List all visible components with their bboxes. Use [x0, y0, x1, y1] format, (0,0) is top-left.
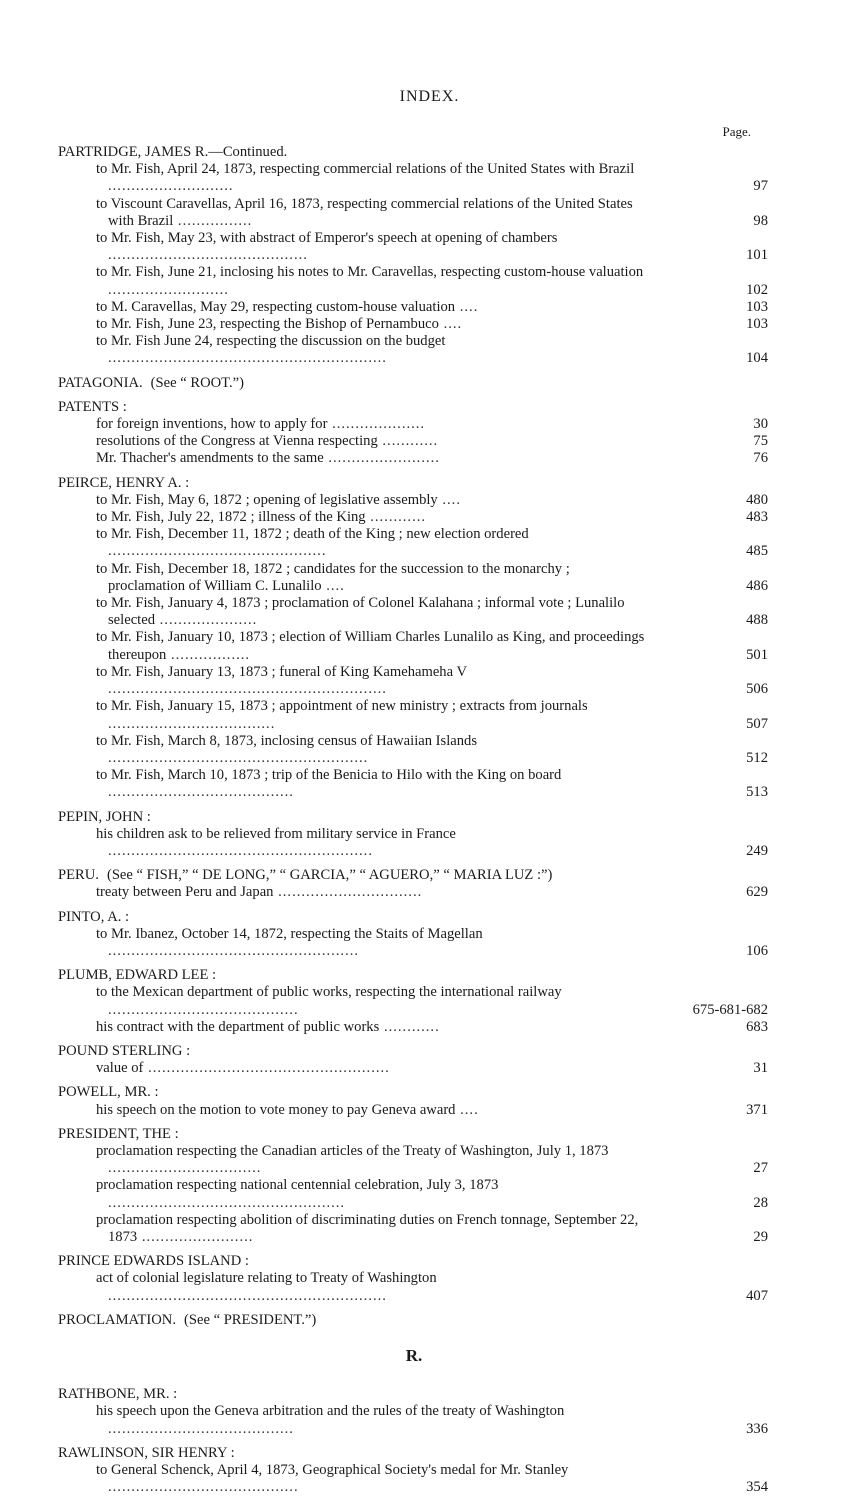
- leader-dots: ...........................: [108, 178, 234, 195]
- index-subentry: [58, 526, 770, 560]
- index-subentry: [58, 664, 770, 698]
- page-number: 371: [746, 1101, 768, 1118]
- index-subentry: [58, 1019, 770, 1036]
- entry-heading: [58, 867, 770, 884]
- subentry-text: [58, 264, 648, 298]
- subentry-text-content: to Mr. Fish, January 15, 1873 ; appointment of new ministry ; extracts from journals: [96, 698, 588, 715]
- subentry-text-content: Mr. Thacher's amendments to the same: [96, 450, 324, 467]
- entry-heading: [58, 399, 770, 416]
- subentry-text: [58, 1403, 648, 1437]
- index-entry: [58, 375, 770, 392]
- leader-dots: ............................................................: [108, 350, 387, 367]
- subentry-text-content: act of colonial legislature relating to Treaty of Washington: [96, 1270, 437, 1287]
- subentry-text: [58, 1019, 648, 1036]
- subentry-text-content: to Mr. Fish, January 10, 1873 ; election of William Charles Lunalilo as King, and proceedings thereupon: [96, 629, 645, 663]
- index-section-p: [58, 144, 770, 1329]
- subentry-text: [58, 450, 648, 467]
- entry-heading-text: PINTO, A. :: [58, 908, 130, 925]
- subentry-text-content: to Mr. Fish, June 21, inclosing his notes to Mr. Caravellas, respecting custom-house valuation: [96, 264, 644, 281]
- index-subentry: [58, 767, 770, 801]
- index-subentry: [58, 1270, 770, 1304]
- index-entry: [58, 1043, 770, 1077]
- subentry-text: [58, 984, 648, 1018]
- entry-heading: [58, 375, 770, 392]
- subentry-text-content: to Mr. Fish, March 10, 1873 ; trip of the Benicia to Hilo with the King on board: [96, 767, 562, 784]
- subentry-text-content: for foreign inventions, how to apply for: [96, 416, 328, 433]
- leader-dots: ...........................................: [108, 247, 308, 264]
- subentry-text: [58, 629, 648, 663]
- subentry-text-content: to Mr. Fish, December 11, 1872 ; death of the King ; new election ordered: [96, 526, 529, 543]
- index-entry: [58, 1253, 770, 1305]
- page-number: 28: [753, 1194, 768, 1211]
- leader-dots: .........................................................: [108, 842, 373, 859]
- entry-heading: [58, 1312, 770, 1329]
- page-number: 31: [753, 1060, 768, 1077]
- subentry-text-content: to Mr. Fish, January 4, 1873 ; proclamation of Colonel Kalahana ; informal vote ; Lunalilo selected: [96, 595, 625, 629]
- entry-heading: [58, 1445, 770, 1462]
- leader-dots: .................................: [108, 1160, 262, 1177]
- subentry-text-content: his contract with the department of public works: [96, 1018, 380, 1035]
- leader-dots: ....: [321, 577, 345, 594]
- index-subentry: [58, 1143, 770, 1177]
- leader-dots: ....................................................: [143, 1060, 390, 1077]
- leader-dots: ......................................................: [108, 942, 360, 959]
- subentry-text: [58, 316, 648, 333]
- index-subentry: [58, 492, 770, 509]
- entry-heading: [58, 967, 770, 984]
- leader-dots: ....: [437, 491, 461, 508]
- index-subentry: [58, 1177, 770, 1211]
- index-subentry: [58, 733, 770, 767]
- page-number: 485: [746, 543, 768, 560]
- subentry-text: [58, 433, 648, 450]
- page-number: 486: [746, 577, 768, 594]
- subentry-text: [58, 509, 648, 526]
- subentry-text-content: resolutions of the Congress at Vienna respecting: [96, 433, 378, 450]
- page-title: INDEX.: [399, 88, 460, 105]
- index-entry: [58, 1084, 770, 1118]
- index-entry: [58, 475, 770, 802]
- entry-heading-text: PEIRCE, HENRY A. :: [58, 474, 190, 491]
- subentry-text: [58, 1462, 648, 1496]
- page-column-heading: Page.: [722, 124, 751, 139]
- page-number: 97: [753, 178, 768, 195]
- subentry-text-content: proclamation respecting the Canadian articles of the Treaty of Washington, July 1, 1873: [96, 1142, 609, 1159]
- subentry-text-content: to Mr. Fish, December 18, 1872 ; candidates for the succession to the monarchy ; proclamation of William C. Lunalilo: [96, 560, 570, 594]
- index-list: [58, 144, 770, 1503]
- entry-heading: [58, 1386, 770, 1403]
- index-subentry: [58, 884, 770, 901]
- page-number: 336: [746, 1420, 768, 1437]
- index-subentry: [58, 1403, 770, 1437]
- entry-heading-text: POUND STERLING :: [58, 1042, 191, 1059]
- subentry-text: [58, 416, 648, 433]
- index-subentry: [58, 1212, 770, 1246]
- entry-heading: [58, 1084, 770, 1101]
- leader-dots: .................: [166, 646, 251, 663]
- page-number: 76: [753, 450, 768, 467]
- subentry-text-content: his speech upon the Geneva arbitration and the rules of the treaty of Washington: [96, 1403, 565, 1420]
- index-subentry: [58, 316, 770, 333]
- subentry-text-content: proclamation respecting abolition of discriminating duties on French tonnage, September 22, 1873: [96, 1211, 639, 1245]
- subentry-text: [58, 1060, 648, 1077]
- leader-dots: ....................: [327, 416, 426, 433]
- index-subentry: [58, 595, 770, 629]
- page-number: 103: [746, 298, 768, 315]
- page-number: 354: [746, 1479, 768, 1496]
- leader-dots: ....: [455, 1101, 479, 1118]
- leader-dots: ...............................................: [108, 543, 327, 560]
- subentry-text-content: proclamation respecting national centennial celebration, July 3, 1873: [96, 1177, 499, 1194]
- leader-dots: ............: [377, 433, 439, 450]
- subentry-text: [58, 1270, 648, 1304]
- entry-cross-reference: (See “ PRESIDENT.”): [183, 1311, 317, 1328]
- subentry-text: [58, 698, 648, 732]
- subentry-text: [58, 884, 648, 901]
- index-subentry: [58, 299, 770, 316]
- subentry-text-content: to General Schenck, April 4, 1873, Geographical Society's medal for Mr. Stanley: [96, 1462, 569, 1479]
- subentry-text: [58, 1177, 648, 1211]
- page-number: 101: [746, 247, 768, 264]
- entry-cross-reference: (See “ FISH,” “ DE LONG,” “ GARCIA,” “ AGUERO,” “ MARIA LUZ :”): [106, 867, 553, 884]
- page-number: 512: [746, 749, 768, 766]
- subentry-text: [58, 161, 648, 195]
- page-number: 249: [746, 842, 768, 859]
- subentry-text-content: to Mr. Ibanez, October 14, 1872, respecting the Staits of Magellan: [96, 925, 483, 942]
- subentry-text-content: to Mr. Fish, July 22, 1872 ; illness of the King: [96, 509, 366, 526]
- index-entry: [58, 144, 770, 368]
- subentry-text: [58, 492, 648, 509]
- page-number: 507: [746, 715, 768, 732]
- entry-heading-text: PATENTS :: [58, 398, 127, 415]
- index-entry: [58, 1312, 770, 1329]
- subentry-text-content: to Mr. Fish, May 6, 1872 ; opening of legislative assembly: [96, 491, 438, 508]
- entry-heading-text: RATHBONE, MR. :: [58, 1386, 178, 1403]
- subentry-text: [58, 196, 648, 230]
- index-subentry: [58, 450, 770, 467]
- subentry-text: [58, 595, 648, 629]
- page-number: 629: [746, 884, 768, 901]
- entry-heading-text: PERU.: [58, 867, 99, 884]
- page-number: 27: [753, 1160, 768, 1177]
- index-subentry: [58, 333, 770, 367]
- page-number: 483: [746, 509, 768, 526]
- subentry-text: [58, 299, 648, 316]
- leader-dots: ........................: [137, 1228, 254, 1245]
- leader-dots: ........................................................: [108, 749, 369, 766]
- entry-heading-text: PARTRIDGE, JAMES R.—Continued.: [58, 144, 288, 160]
- index-subentry: [58, 926, 770, 960]
- subentry-text-content: to Mr. Fish June 24, respecting the discussion on the budget: [96, 333, 446, 350]
- leader-dots: ................: [173, 212, 253, 229]
- leader-dots: ...................................................: [108, 1194, 346, 1211]
- index-entry: [58, 1445, 770, 1497]
- index-subentry: [58, 629, 770, 663]
- entry-heading: [58, 809, 770, 826]
- page-number: 30: [753, 416, 768, 433]
- index-subentry: [58, 161, 770, 195]
- entry-heading: [58, 1043, 770, 1060]
- index-entry: [58, 809, 770, 861]
- subentry-text-content: to the Mexican department of public works, respecting the international railway: [96, 984, 562, 1001]
- subentry-text-content: to Viscount Caravellas, April 16, 1873, respecting commercial relations of the United States with Brazil: [96, 195, 633, 229]
- leader-dots: ..........................: [108, 281, 229, 298]
- leader-dots: ............................................................: [108, 1287, 387, 1304]
- leader-dots: .........................................: [108, 1479, 299, 1496]
- leader-dots: .........................................: [108, 1001, 299, 1018]
- entry-cross-reference: (See “ ROOT.”): [150, 374, 244, 391]
- index-subentry: [58, 416, 770, 433]
- subentry-text-content: his children ask to be relieved from military service in France: [96, 825, 456, 842]
- subentry-text: [58, 664, 648, 698]
- entry-heading-text: POWELL, MR. :: [58, 1084, 159, 1101]
- subentry-text-content: to Mr. Fish, January 13, 1873 ; funeral of King Kamehameha V: [96, 663, 467, 680]
- page-number: 480: [746, 491, 768, 508]
- subentry-text: [58, 1102, 648, 1119]
- entry-heading-text: PEPIN, JOHN :: [58, 808, 151, 825]
- index-entry: [58, 909, 770, 961]
- entry-heading: [58, 475, 770, 492]
- subentry-text: [58, 526, 648, 560]
- subentry-text: [58, 230, 648, 264]
- page-number: 675-681-682: [692, 1001, 768, 1018]
- index-subentry: [58, 196, 770, 230]
- entry-heading-text: RAWLINSON, SIR HENRY :: [58, 1444, 235, 1461]
- leader-dots: ........................: [323, 450, 440, 467]
- index-subentry: [58, 1060, 770, 1077]
- index-subentry: [58, 984, 770, 1018]
- index-entry: [58, 399, 770, 468]
- subentry-text: [58, 561, 648, 595]
- subentry-text: [58, 1143, 648, 1177]
- subentry-text-content: value of: [96, 1060, 144, 1077]
- index-subentry: [58, 509, 770, 526]
- index-subentry: [58, 1462, 770, 1496]
- leader-dots: ...............................: [273, 884, 423, 901]
- index-entry: [58, 967, 770, 1036]
- entry-heading: [58, 144, 770, 161]
- page-number: 104: [746, 350, 768, 367]
- leader-dots: ....: [438, 316, 463, 333]
- page-number: 407: [746, 1287, 768, 1304]
- index-entry: [58, 867, 770, 901]
- page-number: 488: [746, 612, 768, 629]
- index-entry: [58, 1126, 770, 1246]
- entry-heading-text: PRESIDENT, THE :: [58, 1125, 179, 1142]
- leader-dots: .....................: [155, 612, 258, 629]
- page-number: 75: [753, 433, 768, 450]
- page-number: 501: [746, 646, 768, 663]
- leader-dots: ............................................................: [108, 681, 387, 698]
- entry-heading-text: PLUMB, EDWARD LEE :: [58, 967, 217, 984]
- page-number: 506: [746, 681, 768, 698]
- subentry-text: [58, 733, 648, 767]
- section-letter: R.: [405, 1346, 423, 1365]
- index-subentry: [58, 698, 770, 732]
- page-number: 683: [746, 1018, 768, 1035]
- index-subentry: [58, 1102, 770, 1119]
- leader-dots: ....................................: [108, 715, 276, 732]
- subentry-text: [58, 826, 648, 860]
- index-subentry: [58, 433, 770, 450]
- entry-heading: [58, 909, 770, 926]
- page-number: 102: [746, 281, 768, 298]
- leader-dots: ............: [379, 1018, 440, 1035]
- entry-heading-text: PATAGONIA.: [58, 374, 143, 391]
- subentry-text-content: his speech on the motion to vote money to pay Geneva award: [96, 1101, 456, 1118]
- subentry-text-content: to Mr. Fish, June 23, respecting the Bishop of Pernambuco: [96, 316, 439, 333]
- page-number: 29: [753, 1228, 768, 1245]
- index-entry: [58, 1386, 770, 1438]
- subentry-text: [58, 767, 648, 801]
- subentry-text: [58, 926, 648, 960]
- page-number: 106: [746, 942, 768, 959]
- page-number: 513: [746, 784, 768, 801]
- subentry-text-content: to Mr. Fish, March 8, 1873, inclosing census of Hawaiian Islands: [96, 732, 478, 749]
- leader-dots: ........................................: [108, 1420, 294, 1437]
- index-subentry: [58, 230, 770, 264]
- entry-heading: [58, 1253, 770, 1270]
- entry-heading: [58, 1126, 770, 1143]
- subentry-text: [58, 333, 648, 367]
- subentry-text-content: to Mr. Fish, April 24, 1873, respecting commercial relations of the United States with Brazil: [96, 161, 635, 178]
- leader-dots: ............: [365, 509, 427, 526]
- subentry-text: [58, 1212, 648, 1246]
- page-number: 103: [746, 316, 768, 333]
- index-subentry: [58, 264, 770, 298]
- entry-heading-text: PRINCE EDWARDS ISLAND :: [58, 1253, 249, 1270]
- subentry-text-content: to M. Caravellas, May 29, respecting custom-house valuation: [96, 298, 456, 315]
- leader-dots: ........................................: [108, 784, 294, 801]
- leader-dots: ....: [455, 298, 479, 315]
- index-section-r: [58, 1386, 770, 1496]
- subentry-text-content: to Mr. Fish, May 23, with abstract of Emperor's speech at opening of chambers: [96, 230, 558, 247]
- index-subentry: [58, 826, 770, 860]
- index-subentry: [58, 561, 770, 595]
- subentry-text-content: treaty between Peru and Japan: [96, 884, 274, 901]
- entry-heading-text: PROCLAMATION.: [58, 1311, 176, 1328]
- page-number: 98: [753, 212, 768, 229]
